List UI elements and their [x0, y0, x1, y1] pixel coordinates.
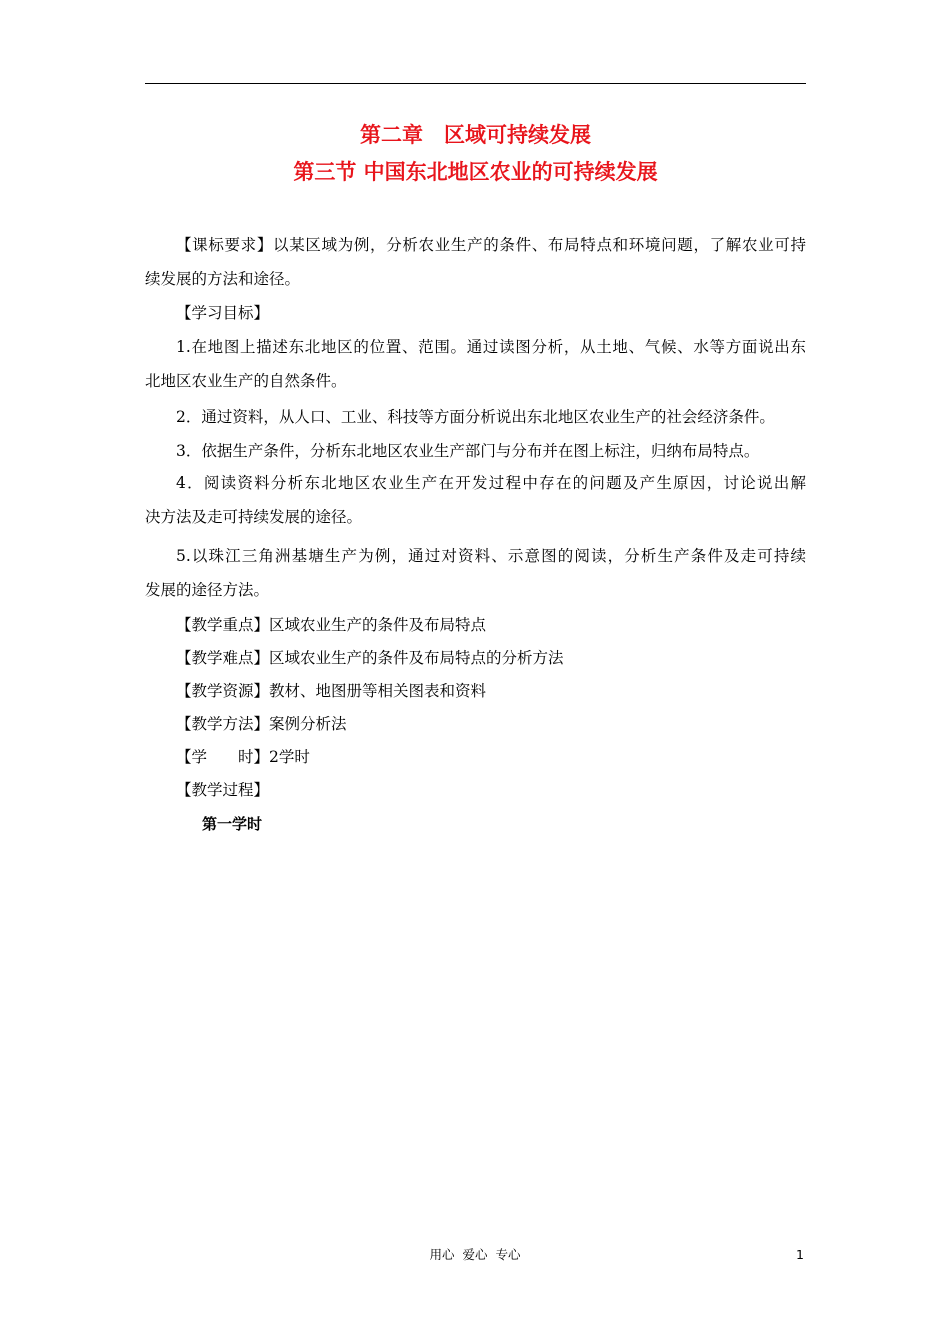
objectives-heading: 【学习目标】: [176, 304, 270, 322]
objective-4-line-2: 决方法及走可持续发展的途径。: [145, 508, 363, 526]
objective-1-line-1: 1.在地图上描述东北地区的位置、范围。通过读图分析，从土地、气候、水等方面说出东: [176, 338, 806, 356]
chapter-title: 第二章 区域可持续发展: [360, 123, 591, 147]
objective-item-4: [145, 466, 806, 534]
teaching-key-points: 【教学重点】区域农业生产的条件及布局特点: [176, 616, 487, 634]
teaching-process-heading: 【教学过程】: [176, 781, 270, 799]
objective-5-line-2: 发展的途径方法。: [145, 581, 270, 599]
teaching-difficult-points: 【教学难点】区域农业生产的条件及布局特点的分析方法: [176, 649, 564, 667]
curriculum-requirement-paragraph: [145, 228, 806, 296]
objective-item-5: [145, 539, 806, 607]
objective-item-3: 3．依据生产条件，分析东北地区农业生产部门与分布并在图上标注，归纳布局特点。: [176, 442, 760, 460]
section-title: 第三节 中国东北地区农业的可持续发展: [293, 160, 658, 184]
footer-motto: 用心 爱心 专心: [429, 1247, 521, 1262]
page-number: 1: [796, 1247, 804, 1262]
header-rule: [145, 83, 806, 84]
curriculum-requirement-line-1: 【课标要求】以某区域为例，分析农业生产的条件、布局特点和环境问题，了解农业可持: [176, 236, 806, 254]
first-period-heading: 第一学时: [202, 815, 263, 833]
teaching-methods: 【教学方法】案例分析法: [176, 715, 347, 733]
objective-item-2: 2．通过资料，从人口、工业、科技等方面分析说出东北地区农业生产的社会经济条件。: [176, 408, 775, 426]
teaching-resources: 【教学资源】教材、地图册等相关图表和资料: [176, 682, 487, 700]
objective-5-line-1: 5.以珠江三角洲基塘生产为例，通过对资料、示意图的阅读，分析生产条件及走可持续: [176, 547, 806, 565]
curriculum-requirement-line-2: 续发展的方法和途径。: [145, 270, 301, 288]
objective-item-1: [145, 330, 806, 398]
objective-1-line-2: 北地区农业生产的自然条件。: [145, 372, 347, 390]
objective-4-line-1: 4．阅读资料分析东北地区农业生产在开发过程中存在的问题及产生原因，讨论说出解: [176, 474, 806, 492]
class-hours: 【学 时】2学时: [176, 748, 310, 766]
